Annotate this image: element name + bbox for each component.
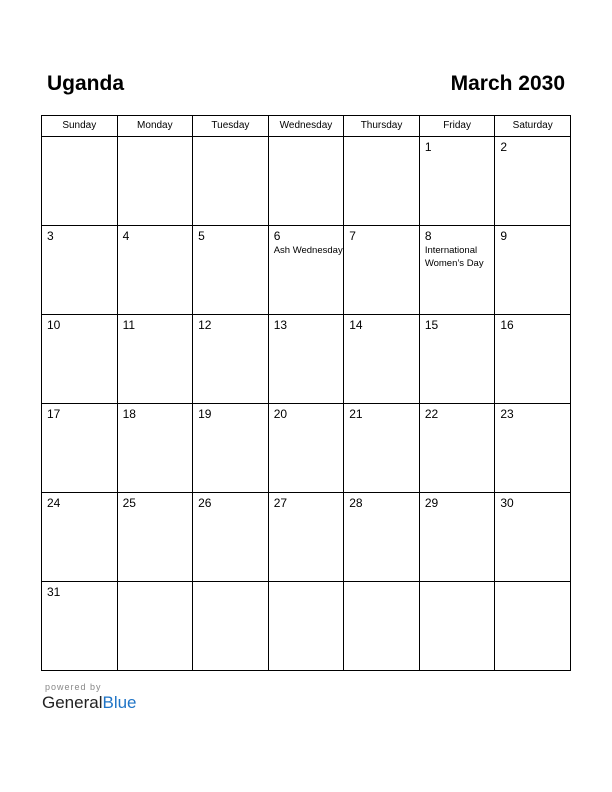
- day-cell: [42, 493, 118, 582]
- day-cell: [495, 404, 571, 493]
- week-row: [42, 226, 571, 315]
- empty-day-cell: [117, 582, 193, 671]
- day-number: 8: [424, 229, 432, 243]
- empty-day-cell: [193, 582, 269, 671]
- day-number: 6: [273, 229, 281, 243]
- day-cell: [344, 493, 420, 582]
- day-cell: [419, 315, 495, 404]
- day-cell: [419, 226, 495, 315]
- day-number: 14: [349, 318, 363, 332]
- day-cell: [117, 315, 193, 404]
- day-cell: [42, 315, 118, 404]
- day-cell: [419, 404, 495, 493]
- weekday-thursday: Thursday: [344, 116, 420, 137]
- day-number: 2: [500, 140, 508, 154]
- week-row: [42, 493, 571, 582]
- month-title: March 2030: [450, 72, 565, 95]
- day-number: 16: [500, 318, 514, 332]
- day-number: 9: [500, 229, 508, 243]
- day-number: 12: [198, 318, 212, 332]
- day-number: 20: [273, 407, 288, 421]
- weekday-saturday: Saturday: [495, 116, 571, 137]
- day-number: 15: [424, 318, 439, 332]
- empty-day-cell: [495, 582, 571, 671]
- empty-day-cell: [42, 137, 118, 226]
- week-row: [42, 315, 571, 404]
- day-number: 3: [47, 229, 54, 243]
- day-cell: [344, 226, 420, 315]
- day-number: 11: [122, 318, 136, 332]
- day-number: 7: [349, 229, 356, 243]
- day-cell: [268, 493, 344, 582]
- empty-day-cell: [268, 582, 344, 671]
- day-number: 13: [273, 318, 288, 332]
- day-cell: [117, 493, 193, 582]
- brand-text-blue: Blue: [102, 693, 137, 712]
- country-title: Uganda: [47, 72, 125, 95]
- day-number: 10: [47, 318, 61, 332]
- empty-day-cell: [344, 137, 420, 226]
- day-cell: [268, 404, 344, 493]
- day-number: 22: [424, 407, 439, 421]
- calendar-grid: [41, 115, 571, 671]
- day-cell: [495, 137, 571, 226]
- day-number: 26: [198, 496, 212, 510]
- day-cell: [193, 226, 269, 315]
- day-number: 19: [198, 407, 212, 421]
- day-cell: [268, 315, 344, 404]
- empty-day-cell: [419, 582, 495, 671]
- day-cell: [495, 226, 571, 315]
- week-row: [42, 137, 571, 226]
- day-cell: [495, 493, 571, 582]
- day-cell: [42, 582, 118, 671]
- day-cell: [419, 137, 495, 226]
- day-cell: [344, 404, 420, 493]
- day-number: 28: [349, 496, 363, 510]
- day-number: 5: [198, 229, 205, 243]
- weekday-wednesday: Wednesday: [268, 116, 344, 137]
- day-number: 1: [424, 140, 432, 154]
- day-cell: [193, 315, 269, 404]
- empty-day-cell: [268, 137, 344, 226]
- day-number: 30: [500, 496, 514, 510]
- week-row: [42, 582, 571, 671]
- day-number: 29: [424, 496, 439, 510]
- day-cell: [495, 315, 571, 404]
- day-cell: [193, 493, 269, 582]
- day-cell: [193, 404, 269, 493]
- day-cell: [117, 404, 193, 493]
- day-number: 18: [122, 407, 136, 421]
- brand-text-general: General: [42, 693, 103, 712]
- day-cell: [344, 315, 420, 404]
- empty-day-cell: [193, 137, 269, 226]
- generalblue-logo[interactable]: [42, 693, 137, 713]
- day-number: 25: [122, 496, 136, 510]
- day-number: 31: [47, 585, 61, 599]
- holiday-label: International Women’s Day: [424, 245, 484, 269]
- day-cell: [42, 226, 118, 315]
- weekday-tuesday: Tuesday: [193, 116, 269, 137]
- weekday-friday: Friday: [419, 116, 495, 137]
- holiday-label: Ash Wednesday: [273, 245, 343, 256]
- day-cell: [117, 226, 193, 315]
- day-number: 27: [273, 496, 288, 510]
- day-number: 21: [349, 407, 363, 421]
- calendar-body: [42, 137, 571, 671]
- day-number: 24: [47, 496, 61, 510]
- day-cell: [42, 404, 118, 493]
- empty-day-cell: [344, 582, 420, 671]
- week-row: [42, 404, 571, 493]
- day-number: 4: [122, 229, 130, 243]
- weekday-header-row: [42, 116, 571, 137]
- day-number: 17: [47, 407, 61, 421]
- day-number: 23: [500, 407, 514, 421]
- weekday-monday: Monday: [117, 116, 193, 137]
- weekday-sunday: Sunday: [42, 116, 118, 137]
- day-cell: [268, 226, 344, 315]
- powered-by-label: powered by: [45, 682, 102, 692]
- day-cell: [419, 493, 495, 582]
- empty-day-cell: [117, 137, 193, 226]
